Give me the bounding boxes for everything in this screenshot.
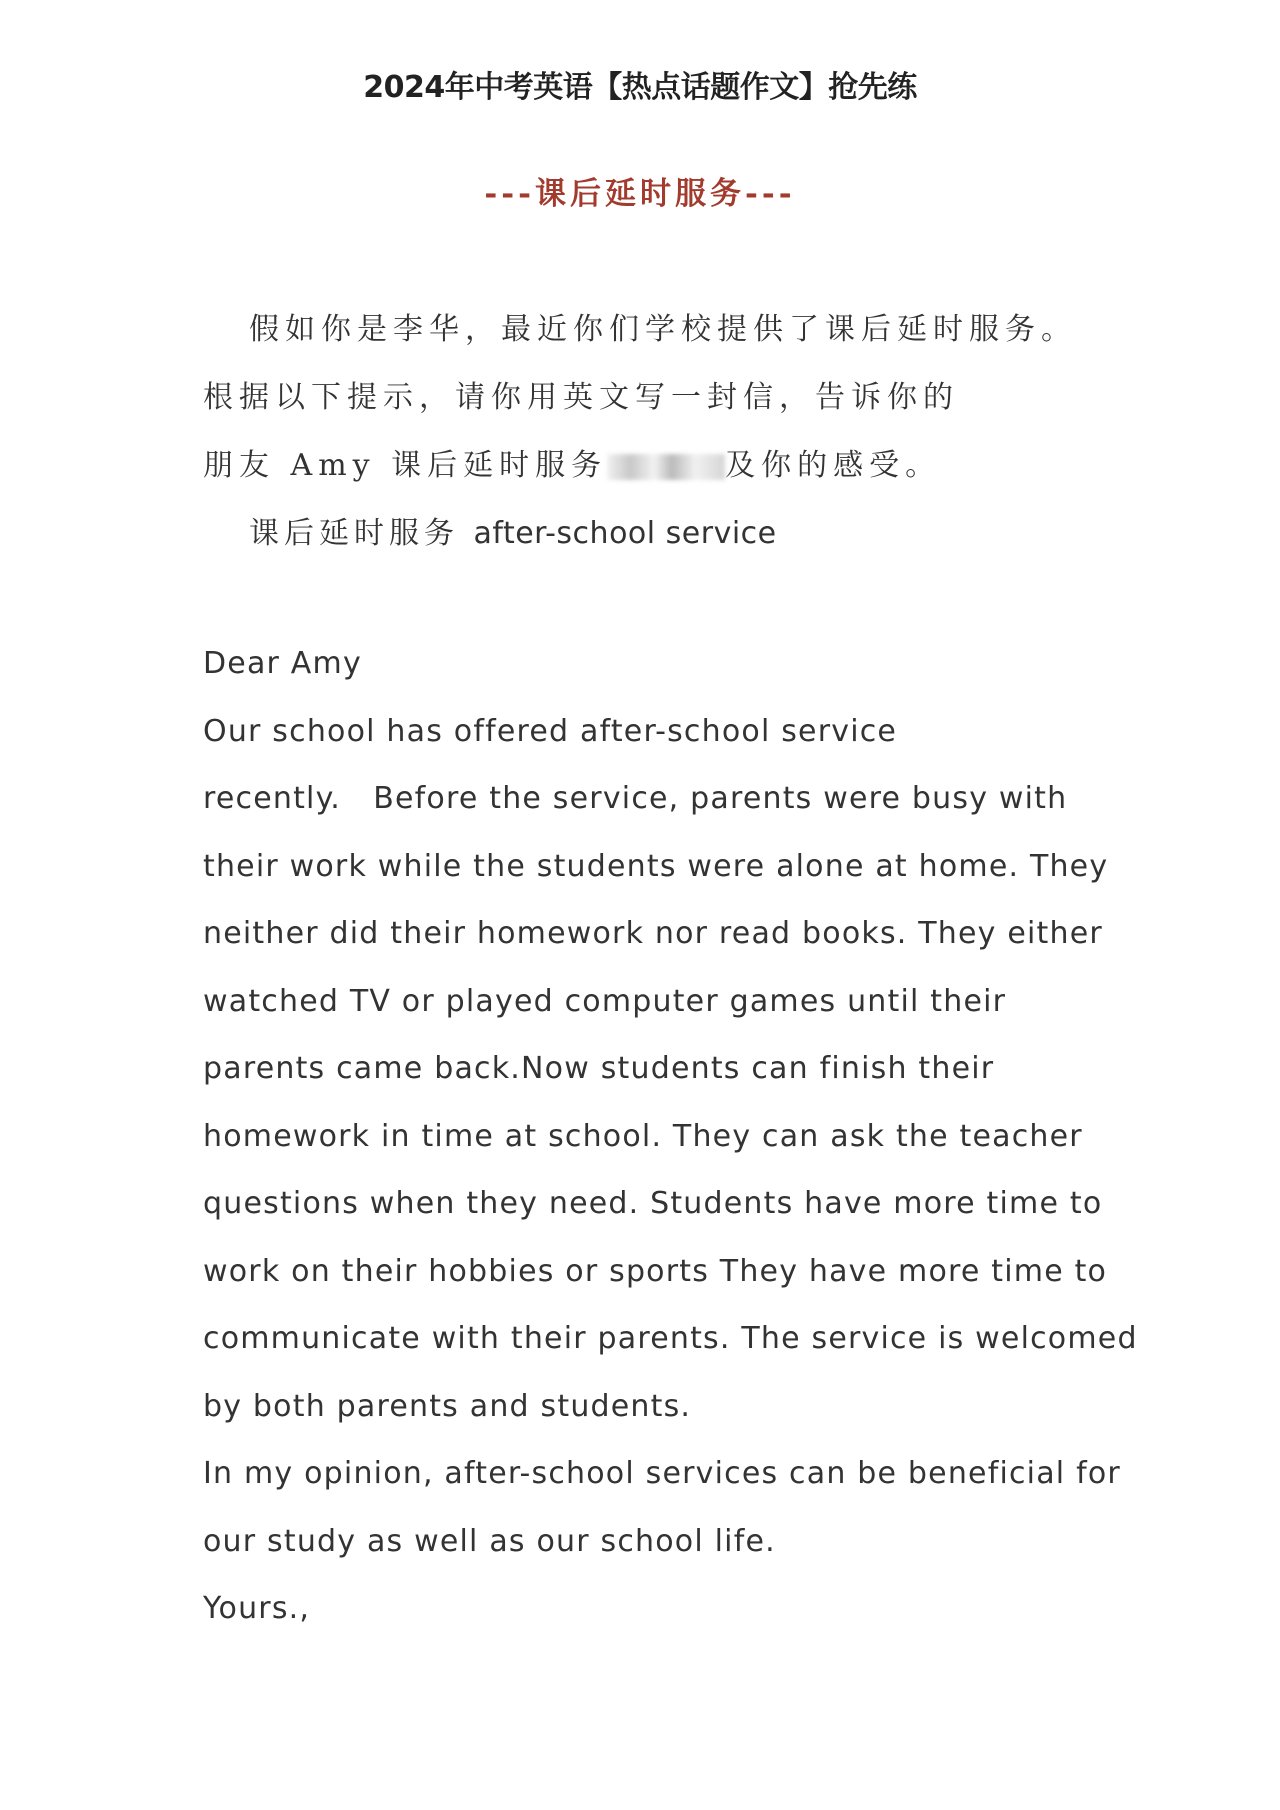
page-title: 2024年中考英语【热点话题作文】抢先练 xyxy=(363,70,917,105)
prompt-text-before-blur: 朋友 Amy 课后延时服务 xyxy=(203,448,608,483)
sample-letter xyxy=(203,630,1138,1643)
letter-line: by both parents and students. xyxy=(203,1388,692,1424)
blurred-text xyxy=(607,454,725,480)
letter-line: their work while the students were alone at home. They xyxy=(203,848,1109,884)
letter-line: Yours., xyxy=(203,1591,311,1626)
writing-prompt xyxy=(203,296,1083,568)
prompt-text: 假如你是李华，最近你们学校提供了课后延时服务。根据以下提示，请你用英文写一封信，告诉你的 xyxy=(203,312,1077,415)
letter-line: In my opinion, after-school services can be beneficial for xyxy=(203,1456,1121,1491)
letter-line: watched TV or played computer games until their xyxy=(203,983,1007,1019)
topic-subtitle: ---课后延时服务--- xyxy=(484,176,796,212)
letter-line: questions when they need. Students have more time to xyxy=(203,1186,1103,1221)
letter-line: homework in time at school. They can ask the teacher xyxy=(203,1118,1083,1154)
letter-line: recently. Before the service, parents were busy with xyxy=(203,781,1068,816)
note-chinese: 课后延时服务 xyxy=(249,516,459,551)
letter-line: parents came back.Now students can finish their xyxy=(203,1051,995,1086)
note-english: after-school service xyxy=(473,516,777,551)
prompt-line-3 xyxy=(203,432,1083,500)
letter-line: Our school has offered after-school service xyxy=(203,713,898,749)
letter-line: our study as well as our school life. xyxy=(203,1523,776,1559)
letter-line: communicate with their parents. The service is welcomed xyxy=(203,1321,1138,1356)
prompt-text-after-blur: 及你的感受。 xyxy=(725,448,942,483)
prompt-note xyxy=(203,500,1083,568)
letter-line: Dear Amy xyxy=(203,646,362,681)
letter-line: work on their hobbies or sports They have more time to xyxy=(203,1253,1108,1289)
letter-line: neither did their homework nor read books. They either xyxy=(203,916,1103,951)
